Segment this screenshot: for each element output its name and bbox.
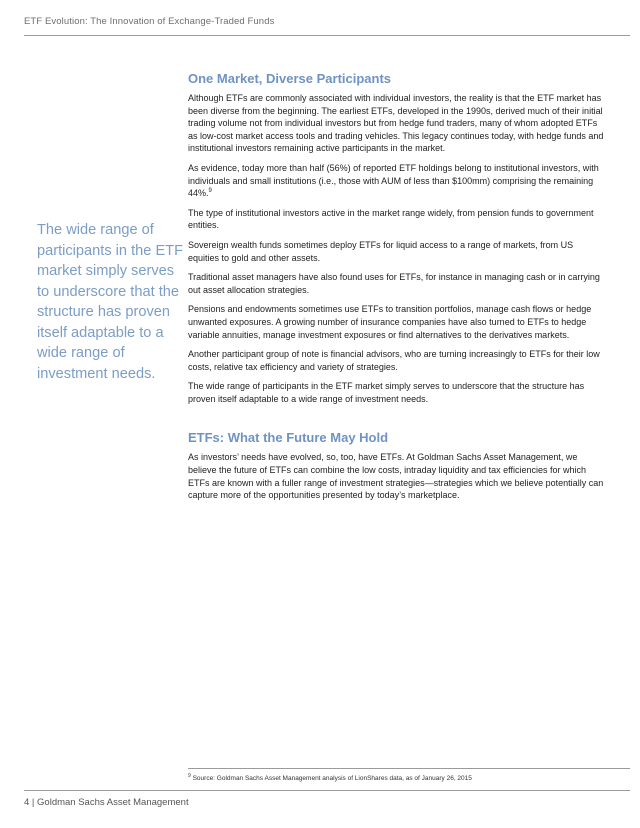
paragraph: Although ETFs are commonly associated with individual investors, the reality is that the ETF market has been diverse from the beginning. The earliest ETFs, developed in the 1990s, derived much of their initial trading volume not from individual investors but from hedge fund traders, many of whom adopted ETFs as low-cost market access tools and trading vehicles. This legacy continues today, with hedge funds and institutional investors remaining active participants in the market. (188, 93, 604, 154)
pull-quote: The wide range of participants in the ETF market simply serves to underscore that the structure has proven itself adaptable to a wide range of investment needs. (37, 222, 184, 382)
paragraph: Pensions and endowments sometimes use ETFs to transition portfolios, manage cash flows or hedge unwanted exposures. A growing number of insurance companies have also turned to ETFs to hedge variable annuities, manage investment exposures or find alternatives to the derivatives markets. (188, 304, 592, 340)
footnote-text: Source: Goldman Sachs Asset Management analysis of LionShares data, as of January 26, 2015 (190, 775, 472, 783)
paragraph: The wide range of participants in the ETF market simply serves to underscore that the structure has proven itself adaptable to a wide range of investment needs. (188, 381, 585, 404)
paragraph: As investors’ needs have evolved, so, too, have ETFs. At Goldman Sachs Asset Management, we believe the future of ETFs can combine the low costs, intraday liquidity and tax efficiencies for which ETFs are known with a fuller range of investment strategies—strategies which we believe potentially can capture more of the opportunities presented by today’s marketplace. (188, 452, 604, 501)
running-header: ETF Evolution: The Innovation of Exchange-Traded Funds (24, 16, 275, 27)
footer-divider (24, 790, 630, 791)
paragraph: Sovereign wealth funds sometimes deploy ETFs for liquid access to a range of markets, from US equities to gold and other assets. (188, 239, 574, 263)
footnote-reference: 9 (208, 188, 212, 195)
header-divider (24, 35, 630, 36)
paragraph-with-footnote (188, 162, 606, 200)
paragraph: Traditional asset managers have also found uses for ETFs, for instance in managing cash or in carrying out asset allocation strategies. (188, 272, 600, 295)
footnote (188, 773, 618, 782)
section-heading-diverse-participants: One Market, Diverse Participants (188, 71, 392, 86)
page-footer: 4 | Goldman Sachs Asset Management (24, 797, 189, 808)
paragraph-text: As evidence, today more than half (56%) of reported ETF holdings belong to institutional investors, with individuals and small institutions (i.e., those with AUM of less than $100mm) comprising the remaining 44%. (188, 162, 599, 199)
main-content (188, 71, 606, 509)
footnote-divider (188, 768, 630, 769)
footnote-number: 9 (188, 773, 191, 779)
paragraph: Another participant group of note is financial advisors, who are turning increasingly to ETFs for their low costs, relative tax efficiency and variety of strategies. (188, 349, 600, 372)
section-heading-future: ETFs: What the Future May Hold (188, 430, 389, 446)
paragraph: The type of institutional investors active in the market range widely, from pension funds to government entities. (188, 207, 594, 231)
